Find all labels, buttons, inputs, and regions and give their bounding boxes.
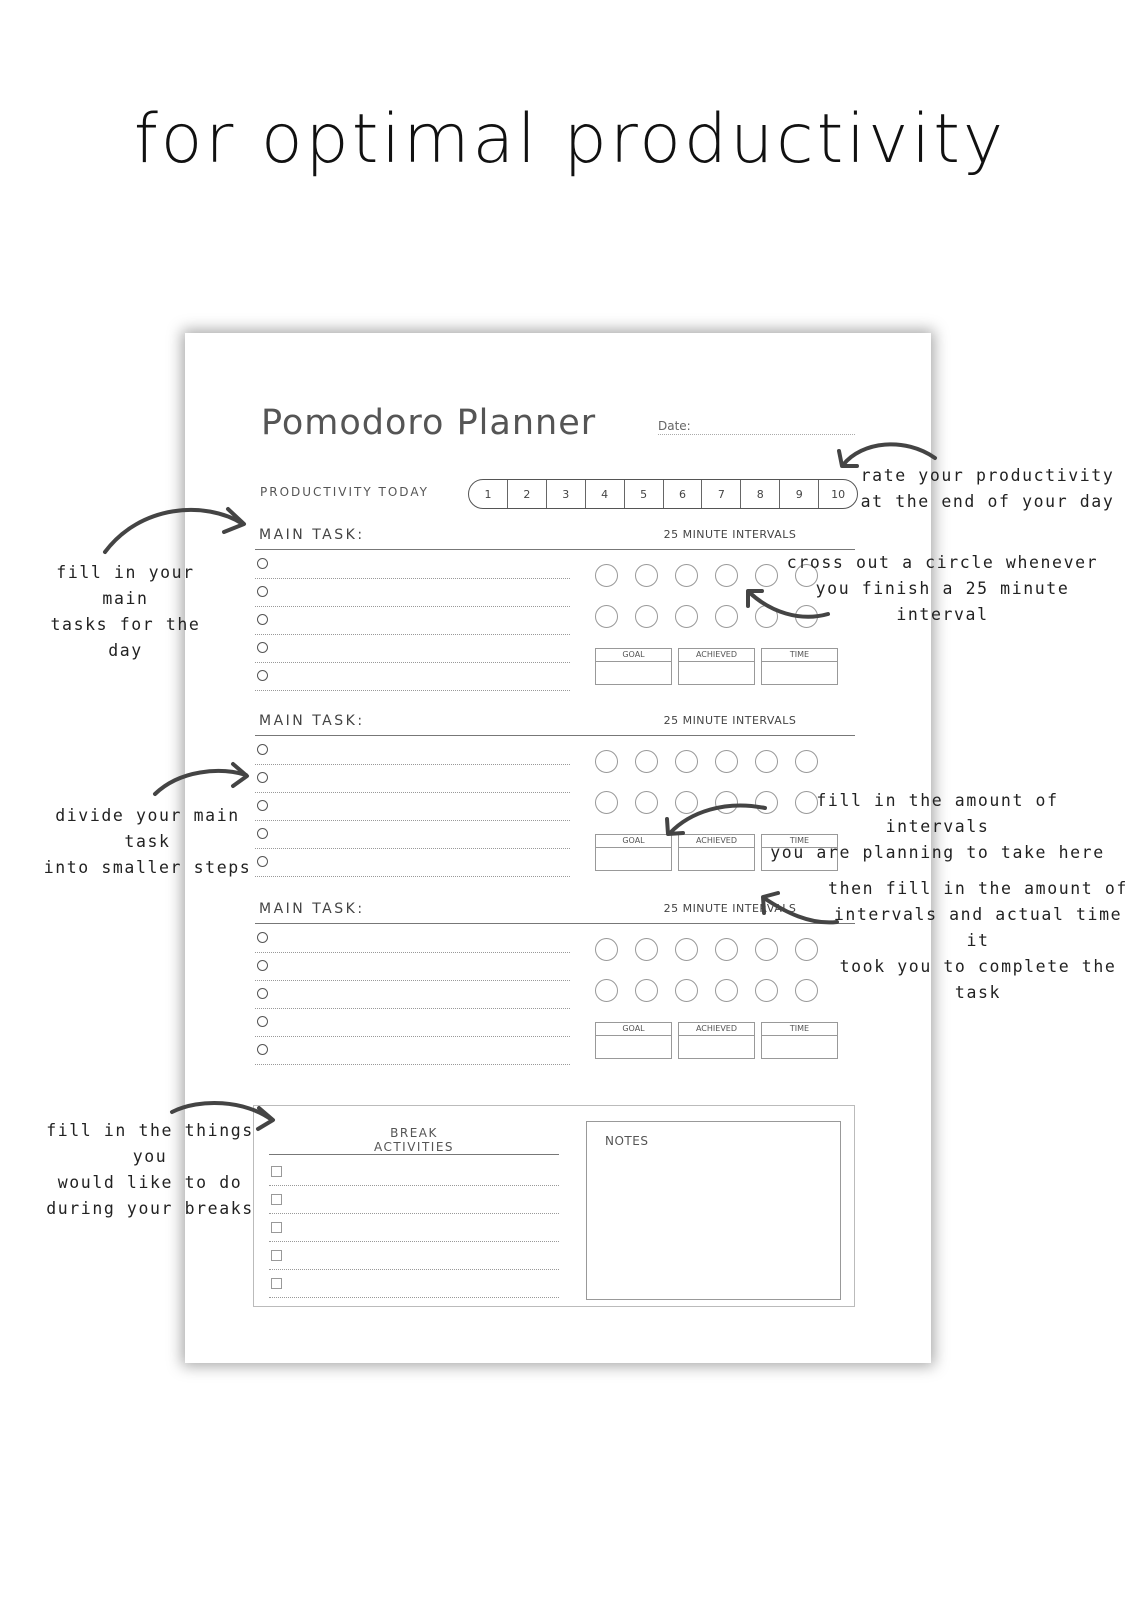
annotation-rate <box>860 463 1115 515</box>
scale-cell[interactable]: 6 <box>663 480 702 508</box>
annotation-line: cross out a circle whenever <box>786 553 1099 572</box>
task-row[interactable] <box>255 1037 570 1065</box>
annotation-line: during your breaks <box>46 1199 254 1218</box>
goal-label: GOAL <box>596 1023 671 1036</box>
task-row[interactable] <box>255 579 570 607</box>
annotation-line: took you to complete the task <box>839 957 1117 1002</box>
task-row[interactable] <box>255 793 570 821</box>
break-activities-label: BREAK ACTIVITIES <box>373 1126 455 1154</box>
goal-label: GOAL <box>596 649 671 662</box>
interval-circle[interactable] <box>715 605 738 628</box>
annotation-plan-intervals <box>770 788 1105 866</box>
achieved-label: ACHIEVED <box>679 1023 754 1036</box>
goal-box[interactable] <box>595 1022 672 1059</box>
task-rows <box>255 551 570 691</box>
annotation-line: would like to do <box>57 1173 243 1192</box>
achieved-box[interactable] <box>678 648 755 685</box>
time-box[interactable] <box>761 648 838 685</box>
productivity-scale <box>468 479 858 509</box>
task-rows <box>255 737 570 877</box>
break-row[interactable] <box>269 1214 559 1242</box>
break-rows <box>269 1158 559 1298</box>
annotation-line: you are planning to take here <box>770 843 1105 862</box>
checkbox-icon[interactable] <box>271 1250 282 1261</box>
task-row[interactable] <box>255 925 570 953</box>
scale-cell[interactable]: 10 <box>818 480 857 508</box>
bullet-icon <box>257 856 268 867</box>
main-task-section <box>255 901 860 1071</box>
date-label: Date: <box>658 419 691 433</box>
notes-box[interactable] <box>586 1121 841 1300</box>
task-row[interactable] <box>255 607 570 635</box>
goal-box[interactable] <box>595 834 672 871</box>
checkbox-icon[interactable] <box>271 1222 282 1233</box>
scale-cell[interactable]: 4 <box>585 480 624 508</box>
interval-circle[interactable] <box>595 564 618 587</box>
checkbox-icon[interactable] <box>271 1166 282 1177</box>
interval-circle[interactable] <box>675 791 698 814</box>
bullet-icon <box>257 614 268 625</box>
break-row[interactable] <box>269 1158 559 1186</box>
bullet-icon <box>257 642 268 653</box>
scale-cell[interactable]: 2 <box>507 480 546 508</box>
bullet-icon <box>257 1016 268 1027</box>
annotation-line: then fill in the amount of <box>828 879 1128 898</box>
bullet-icon <box>257 932 268 943</box>
scale-cell[interactable]: 1 <box>484 487 492 501</box>
notes-label: NOTES <box>605 1134 649 1148</box>
interval-circle[interactable] <box>595 979 618 1002</box>
interval-circle[interactable] <box>715 791 738 814</box>
annotation-breaks <box>45 1118 255 1222</box>
bullet-icon <box>257 1044 268 1055</box>
stat-boxes <box>595 1022 838 1059</box>
interval-circle[interactable] <box>595 750 618 773</box>
annotation-main-tasks <box>38 560 213 664</box>
intervals-label: 25 MINUTE INTERVALS <box>663 714 797 727</box>
interval-circle[interactable] <box>755 979 778 1002</box>
interval-circle[interactable] <box>675 750 698 773</box>
bullet-icon <box>257 744 268 755</box>
annotation-line: rate your productivity <box>860 466 1115 485</box>
interval-circle[interactable] <box>755 750 778 773</box>
bullet-icon <box>257 960 268 971</box>
achieved-label: ACHIEVED <box>679 649 754 662</box>
interval-circle[interactable] <box>675 564 698 587</box>
annotation-cross-out <box>775 550 1110 628</box>
interval-circle[interactable] <box>795 979 818 1002</box>
page-heading: for optimal productivity <box>133 100 1007 179</box>
main-task-section <box>255 527 860 697</box>
checkbox-icon[interactable] <box>271 1278 282 1289</box>
interval-circle[interactable] <box>675 605 698 628</box>
interval-circle[interactable] <box>595 791 618 814</box>
interval-circle[interactable] <box>715 750 738 773</box>
achieved-label: ACHIEVED <box>679 835 754 848</box>
intervals-label: 25 MINUTE INTERVALS <box>663 902 797 915</box>
task-row[interactable] <box>255 981 570 1009</box>
scale-cell[interactable]: 5 <box>624 480 663 508</box>
main-task-label: MAIN TASK: <box>259 527 365 543</box>
interval-circle[interactable] <box>635 750 658 773</box>
bottom-panel <box>253 1105 855 1307</box>
divider <box>255 923 855 924</box>
scale-cell[interactable]: 9 <box>779 480 818 508</box>
intervals-label: 25 MINUTE INTERVALS <box>663 528 797 541</box>
annotation-line: intervals and actual time it <box>833 905 1123 950</box>
interval-circle[interactable] <box>635 938 658 961</box>
task-row[interactable] <box>255 635 570 663</box>
task-row[interactable] <box>255 663 570 691</box>
annotation-line: fill in the amount of intervals <box>816 791 1059 836</box>
stat-boxes <box>595 648 838 685</box>
annotation-line: fill in your main <box>56 563 195 608</box>
annotation-line: into smaller steps <box>43 858 252 877</box>
task-row[interactable] <box>255 1009 570 1037</box>
annotation-line: tasks for the day <box>50 615 201 660</box>
annotation-divide <box>40 803 255 881</box>
time-label: TIME <box>762 1023 837 1036</box>
task-row[interactable] <box>255 849 570 877</box>
checkbox-icon[interactable] <box>271 1194 282 1205</box>
time-label: TIME <box>762 649 837 662</box>
task-row[interactable] <box>255 737 570 765</box>
annotation-line: divide your main task <box>55 806 240 851</box>
interval-circle[interactable] <box>715 938 738 961</box>
interval-circle[interactable] <box>795 938 818 961</box>
bullet-icon <box>257 828 268 839</box>
planner-title: Pomodoro Planner <box>261 403 597 443</box>
interval-circle[interactable] <box>715 564 738 587</box>
task-row[interactable] <box>255 551 570 579</box>
productivity-label: PRODUCTIVITY TODAY <box>260 485 429 499</box>
task-rows <box>255 925 570 1065</box>
bullet-icon <box>257 586 268 597</box>
task-row[interactable] <box>255 765 570 793</box>
scale-cell[interactable]: 8 <box>740 480 779 508</box>
main-task-label: MAIN TASK: <box>259 901 365 917</box>
time-label: TIME <box>762 835 837 848</box>
interval-circle[interactable] <box>635 605 658 628</box>
scale-cell[interactable]: 3 <box>546 480 585 508</box>
goal-label: GOAL <box>596 835 671 848</box>
interval-circle[interactable] <box>595 938 618 961</box>
bullet-icon <box>257 670 268 681</box>
task-row[interactable] <box>255 953 570 981</box>
task-row[interactable] <box>255 821 570 849</box>
interval-circle[interactable] <box>675 979 698 1002</box>
divider <box>255 549 855 550</box>
interval-circles <box>595 938 835 1002</box>
divider <box>255 735 855 736</box>
interval-circle[interactable] <box>715 979 738 1002</box>
annotation-line: at the end of your day <box>860 492 1115 511</box>
break-row[interactable] <box>269 1270 559 1298</box>
annotation-line: fill in the things you <box>46 1121 254 1166</box>
interval-circle[interactable] <box>635 564 658 587</box>
achieved-box[interactable] <box>678 1022 755 1059</box>
interval-circle[interactable] <box>635 979 658 1002</box>
scale-cell[interactable]: 7 <box>701 480 740 508</box>
interval-circle[interactable] <box>595 605 618 628</box>
annotation-actual <box>828 876 1128 1006</box>
time-box[interactable] <box>761 1022 838 1059</box>
bullet-icon <box>257 988 268 999</box>
main-task-label: MAIN TASK: <box>259 713 365 729</box>
interval-circle[interactable] <box>795 750 818 773</box>
divider <box>269 1154 559 1155</box>
break-row[interactable] <box>269 1186 559 1214</box>
interval-circle[interactable] <box>755 938 778 961</box>
interval-circle[interactable] <box>635 791 658 814</box>
bullet-icon <box>257 772 268 783</box>
annotation-line: you finish a 25 minute interval <box>815 579 1070 624</box>
bullet-icon <box>257 558 268 569</box>
goal-box[interactable] <box>595 648 672 685</box>
interval-circle[interactable] <box>675 938 698 961</box>
bullet-icon <box>257 800 268 811</box>
break-row[interactable] <box>269 1242 559 1270</box>
achieved-box[interactable] <box>678 834 755 871</box>
date-field[interactable] <box>658 434 855 435</box>
